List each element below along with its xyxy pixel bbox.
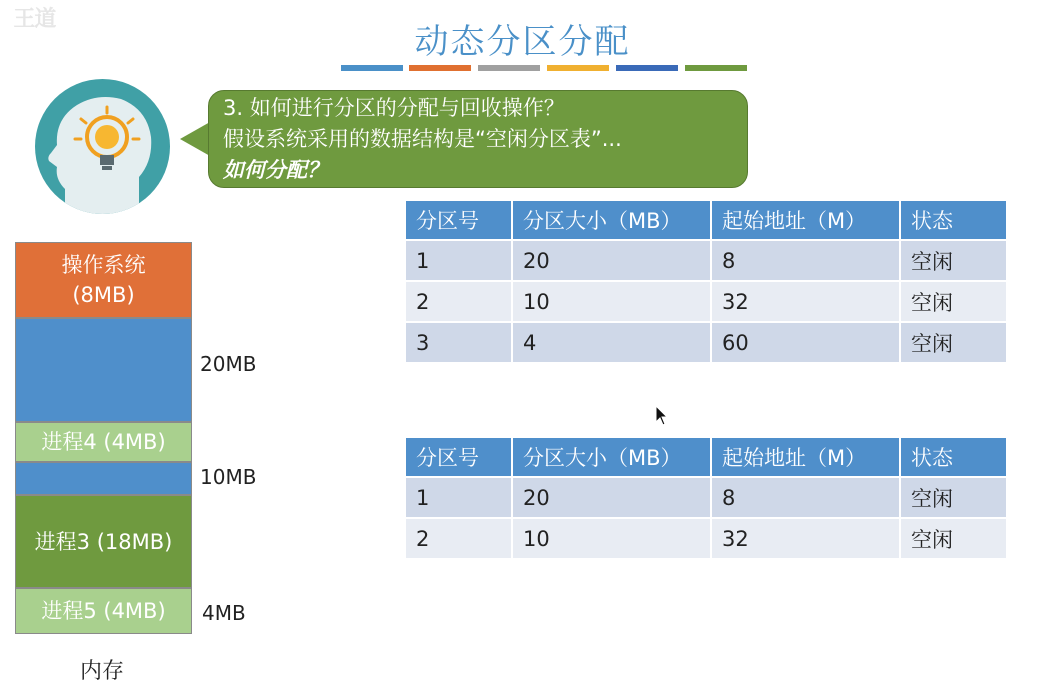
cell-start-address: 8 bbox=[712, 478, 899, 519]
memory-free-block-10mb bbox=[15, 462, 192, 495]
cell-status: 空闲 bbox=[901, 282, 1006, 323]
header-start-address: 起始地址（M） bbox=[712, 438, 899, 478]
table-header-row bbox=[406, 201, 1006, 241]
cell-partition-size: 10 bbox=[513, 519, 710, 560]
table-row bbox=[406, 241, 1006, 282]
process4-label: 进程4 (4MB) bbox=[41, 430, 166, 454]
cell-status: 空闲 bbox=[901, 519, 1006, 560]
process3-label: 进程3 (18MB) bbox=[34, 529, 173, 554]
header-start-address: 起始地址（M） bbox=[712, 201, 899, 241]
cell-partition-no: 2 bbox=[406, 519, 511, 560]
memory-process4-block bbox=[15, 422, 192, 462]
mouse-pointer-icon bbox=[655, 405, 669, 431]
table-row bbox=[406, 282, 1006, 323]
memory-free-block-20mb bbox=[15, 318, 192, 422]
thinking-head-icon bbox=[35, 79, 170, 214]
memory-process5-block bbox=[15, 588, 192, 634]
slide-title: 动态分区分配 bbox=[414, 22, 631, 62]
color-bar-6 bbox=[685, 65, 747, 71]
table-row bbox=[406, 323, 1006, 364]
cell-start-address: 8 bbox=[712, 241, 899, 282]
header-partition-size: 分区大小（MB） bbox=[513, 438, 710, 478]
memory-os-block bbox=[15, 242, 192, 318]
table-row bbox=[406, 478, 1006, 519]
table-header-row bbox=[406, 438, 1006, 478]
header-partition-no: 分区号 bbox=[406, 201, 511, 241]
size-label-10mb: 10MB bbox=[200, 465, 257, 489]
cell-status: 空闲 bbox=[901, 478, 1006, 519]
speech-bubble bbox=[208, 90, 748, 188]
os-size: (8MB) bbox=[72, 283, 135, 307]
memory-caption: 内存 bbox=[80, 659, 125, 684]
cell-start-address: 32 bbox=[712, 282, 899, 323]
bubble-tail bbox=[180, 122, 210, 156]
cell-status: 空闲 bbox=[901, 323, 1006, 364]
process5-label: 进程5 (4MB) bbox=[41, 599, 166, 623]
header-partition-size: 分区大小（MB） bbox=[513, 201, 710, 241]
header-status: 状态 bbox=[901, 438, 1006, 478]
color-bar-4 bbox=[547, 65, 609, 71]
bubble-line-1: 3. 如何进行分区的分配与回收操作？ bbox=[223, 96, 565, 120]
bubble-line-2: 假设系统采用的数据结构是“空闲分区表”... bbox=[223, 127, 622, 151]
cell-partition-size: 4 bbox=[513, 323, 710, 364]
header-status: 状态 bbox=[901, 201, 1006, 241]
table-row bbox=[406, 519, 1006, 560]
cell-start-address: 60 bbox=[712, 323, 899, 364]
size-label-20mb: 20MB bbox=[200, 352, 257, 376]
memory-process3-block bbox=[15, 495, 192, 588]
os-label: 操作系统 bbox=[61, 253, 146, 277]
cell-partition-no: 3 bbox=[406, 323, 511, 364]
cell-partition-size: 10 bbox=[513, 282, 710, 323]
header-partition-no: 分区号 bbox=[406, 438, 511, 478]
cell-status: 空闲 bbox=[901, 241, 1006, 282]
cell-partition-size: 20 bbox=[513, 241, 710, 282]
color-bar-5 bbox=[616, 65, 678, 71]
cell-partition-no: 2 bbox=[406, 282, 511, 323]
cell-partition-size: 20 bbox=[513, 478, 710, 519]
cell-partition-no: 1 bbox=[406, 478, 511, 519]
color-bar-2 bbox=[409, 65, 471, 71]
free-partition-table-2 bbox=[404, 438, 1008, 560]
cell-partition-no: 1 bbox=[406, 241, 511, 282]
free-partition-table-1 bbox=[404, 201, 1008, 364]
size-label-4mb: 4MB bbox=[202, 601, 246, 625]
watermark-logo: 王道 bbox=[0, 7, 56, 28]
bubble-line-3: 如何分配？ bbox=[223, 158, 328, 182]
color-bar-1 bbox=[341, 65, 403, 71]
cell-start-address: 32 bbox=[712, 519, 899, 560]
color-bar-3 bbox=[478, 65, 540, 71]
